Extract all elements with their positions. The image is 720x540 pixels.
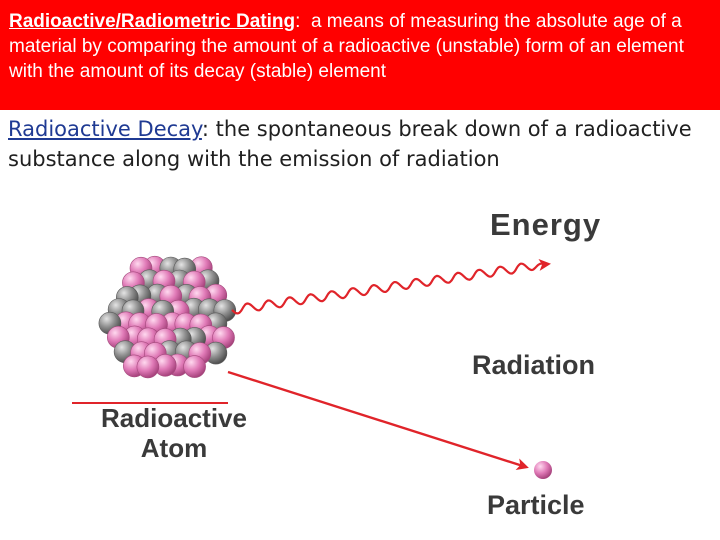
radioactive-atom-nucleus [99,256,236,378]
particle-label: Particle [487,490,585,520]
radiation-label: Radiation [472,350,596,380]
decay-term: Radioactive Decay [8,117,202,141]
proton-ball [137,356,159,378]
dating-term: Radioactive/Radiometric Dating [9,11,296,32]
energy-wave-arrow [232,264,548,314]
decay-definition: : the spontaneous break down of a radioactive substance along with the emission of radiation [8,117,692,171]
radioactive-atom-label [78,403,270,463]
particle-arrow [228,372,526,467]
dating-definition: a means of measuring the absolute age of a material by comparing the amount of a radioactive (unstable) form of an element with the amount of its decay (stable) element [9,11,690,82]
dating-colon: : [295,11,301,32]
energy-label: Energy [490,207,602,242]
atom-label-line2: Atom [140,433,208,463]
proton-ball [184,356,206,378]
emitted-particle [534,461,552,479]
atom-label-line1: Radioactive [101,403,247,433]
